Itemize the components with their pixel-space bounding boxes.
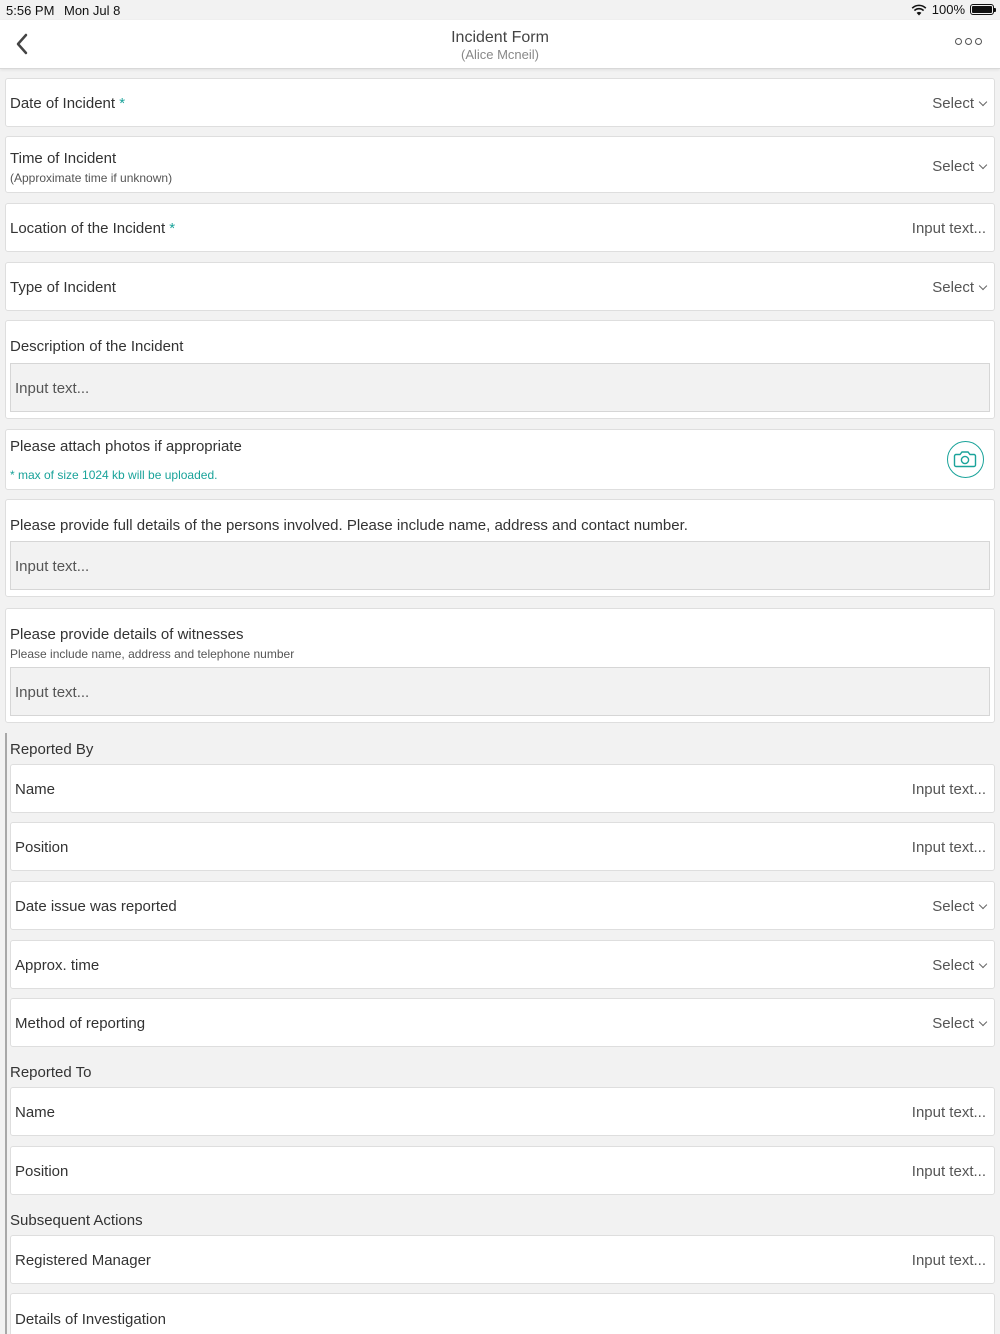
method-of-reporting-field[interactable]: [10, 998, 995, 1047]
reported-by-name-input[interactable]: Input text...: [911, 781, 986, 798]
subsequent-actions-heading: Subsequent Actions: [10, 1212, 143, 1229]
type-of-incident-label: Type of Incident: [10, 279, 116, 296]
method-of-reporting-label: Method of reporting: [15, 1015, 146, 1032]
registered-manager-label: Registered Manager: [15, 1252, 151, 1269]
reported-to-position-label: Position: [15, 1163, 69, 1180]
time-of-incident-label: Time of Incident: [10, 150, 117, 167]
persons-involved-label: Please provide full details of the persons involved. Please include name, address and contact number.: [10, 517, 688, 534]
reported-to-position-input[interactable]: Input text...: [911, 1163, 986, 1180]
status-bar: [0, 0, 1000, 20]
status-time: 5:56 PM: [6, 3, 55, 18]
chevron-down-icon: [979, 960, 987, 968]
reported-to-name-label: Name: [15, 1104, 56, 1121]
chevron-down-icon: [979, 161, 987, 169]
section-rule: [5, 733, 7, 1334]
photos-size-hint: * max of size 1024 kb will be uploaded.: [10, 468, 218, 482]
page-subtitle: (Alice Mcneil): [460, 47, 539, 62]
battery-icon: [970, 4, 994, 15]
approx-time-label: Approx. time: [15, 957, 100, 974]
battery-percent: 100%: [931, 2, 965, 17]
reported-to-name-field[interactable]: [10, 1087, 995, 1136]
time-of-incident-select[interactable]: Select: [932, 158, 986, 175]
location-input[interactable]: Input text...: [911, 220, 986, 237]
date-reported-label: Date issue was reported: [15, 898, 177, 915]
reported-by-name-field[interactable]: [10, 764, 995, 813]
registered-manager-input[interactable]: Input text...: [911, 1252, 986, 1269]
registered-manager-field[interactable]: [10, 1235, 995, 1284]
witnesses-hint: Please include name, address and telephone number: [10, 647, 295, 661]
investigation-details-label: Details of Investigation: [15, 1311, 166, 1328]
reported-by-name-label: Name: [15, 781, 56, 798]
persons-involved-textarea[interactable]: Input text...: [10, 541, 990, 590]
reported-to-name-input[interactable]: Input text...: [911, 1104, 986, 1121]
chevron-down-icon: [979, 1018, 987, 1026]
witnesses-field: [5, 608, 995, 723]
description-field: [5, 320, 995, 419]
reported-by-position-field[interactable]: [10, 822, 995, 871]
method-of-reporting-select[interactable]: Select: [932, 1015, 986, 1032]
reported-to-position-field[interactable]: [10, 1146, 995, 1195]
location-field[interactable]: [5, 203, 995, 252]
camera-icon: [948, 442, 982, 476]
date-of-incident-field[interactable]: [5, 78, 995, 127]
location-label: Location of the Incident *: [10, 220, 176, 237]
reported-by-position-input[interactable]: Input text...: [911, 839, 986, 856]
status-date: Mon Jul 8: [64, 3, 121, 18]
persons-involved-field: [5, 499, 995, 597]
date-of-incident-label: Date of Incident *: [10, 95, 126, 112]
investigation-details-field[interactable]: [10, 1293, 995, 1334]
nav-bar: [0, 20, 1000, 69]
type-of-incident-field[interactable]: [5, 262, 995, 311]
time-of-incident-hint: (Approximate time if unknown): [10, 171, 173, 185]
wifi-icon: [911, 4, 927, 16]
more-options-icon[interactable]: [955, 38, 982, 45]
date-reported-field[interactable]: [10, 881, 995, 930]
approx-time-select[interactable]: Select: [932, 957, 986, 974]
description-label: Description of the Incident: [10, 338, 184, 355]
photos-label: Please attach photos if appropriate: [10, 438, 242, 455]
chevron-down-icon: [979, 282, 987, 290]
type-of-incident-select[interactable]: Select: [932, 279, 986, 296]
chevron-down-icon: [979, 98, 987, 106]
chevron-down-icon: [979, 901, 987, 909]
photos-field: [5, 429, 995, 490]
reported-by-heading: Reported By: [10, 741, 94, 758]
date-reported-select[interactable]: Select: [932, 898, 986, 915]
witnesses-label: Please provide details of witnesses: [10, 626, 244, 643]
camera-button[interactable]: [947, 441, 984, 478]
page-title: Incident Form: [451, 29, 549, 46]
description-textarea[interactable]: Input text...: [10, 363, 990, 412]
status-right: [911, 2, 994, 17]
approx-time-field[interactable]: [10, 940, 995, 989]
reported-by-position-label: Position: [15, 839, 69, 856]
time-of-incident-field[interactable]: [5, 136, 995, 193]
witnesses-textarea[interactable]: Input text...: [10, 667, 990, 716]
date-of-incident-select[interactable]: Select: [932, 95, 986, 112]
reported-to-heading: Reported To: [10, 1064, 92, 1081]
